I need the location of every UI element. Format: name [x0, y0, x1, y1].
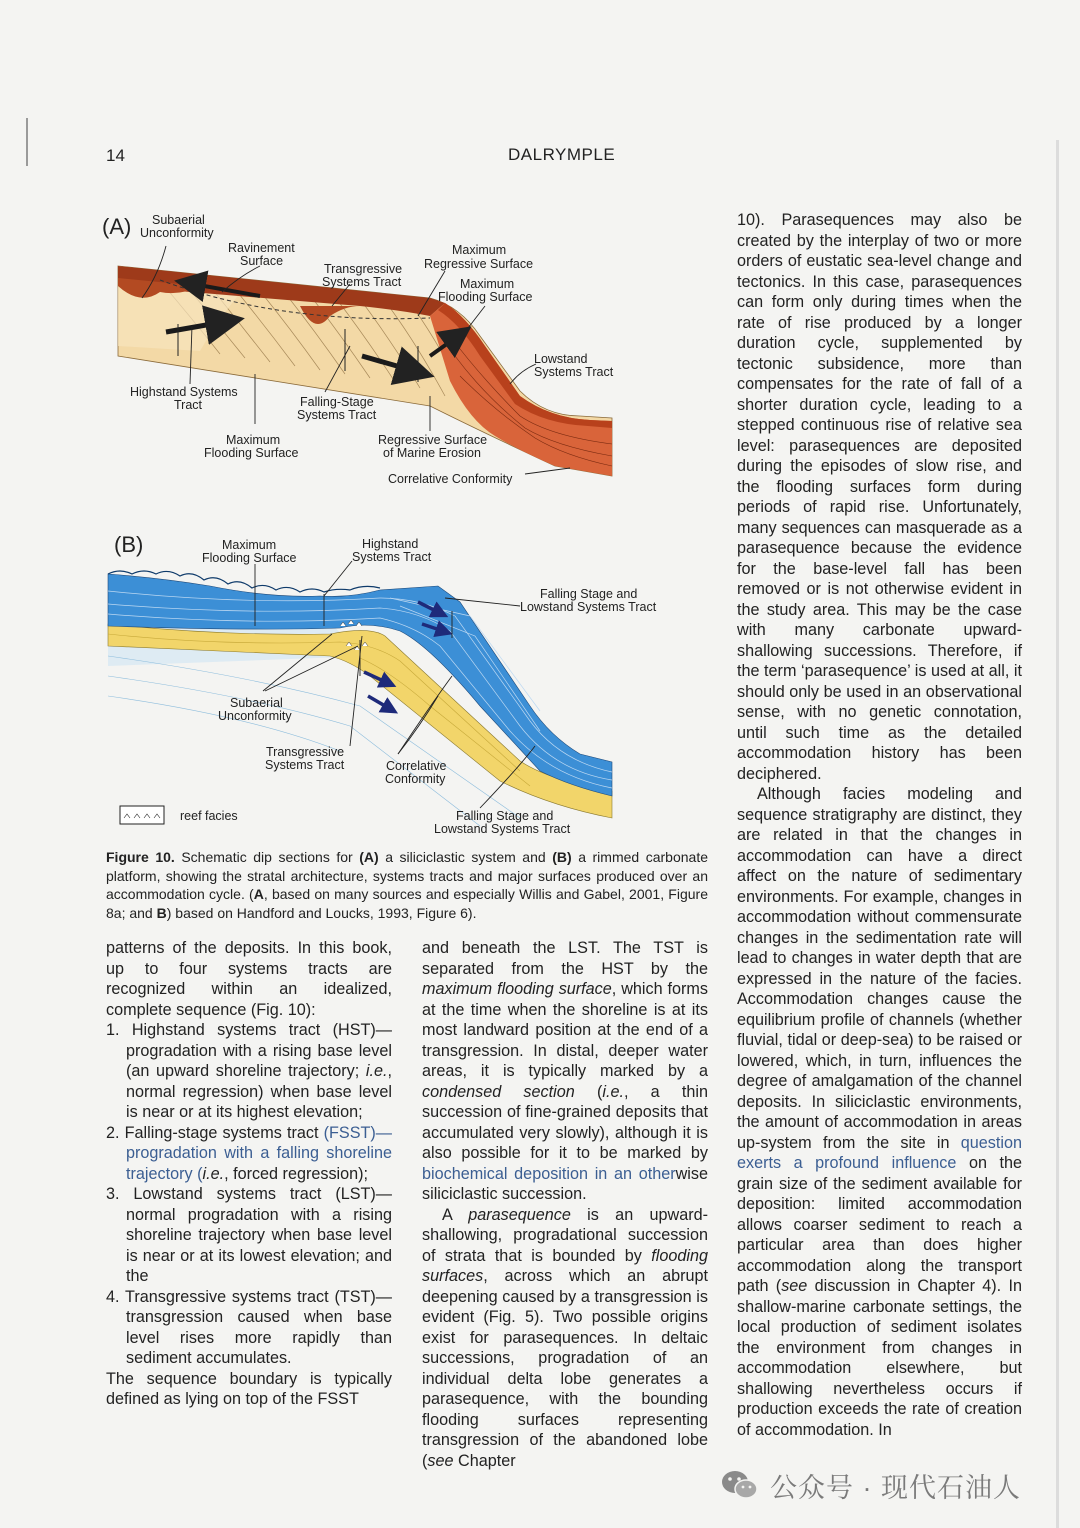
text: Although facies modeling and sequence stratigraphy are distinct, they are related in that the changes in accommodation can have a direct affect on the nature of sedimentary environments. For example, changes in accommodation without commensurate changes in the sedimentation rate will lead to changes in water depth that are expressed in the nature of the facies. Accommodation changes cause the equilibrium profile of channels (whether fluvial, tidal or deep-sea) to be raised or lowered, which, in turn, influences the degree of amalgamation of the channel deposits. In siliciclastic environments, the amount of accommodation in areas up-system from the site in [737, 785, 1022, 1152]
list-item-ie: i.e. [202, 1164, 225, 1183]
term-parasequence: parasequence [468, 1205, 571, 1224]
label-b-fslst-low-2: Lowstand Systems Tract [434, 822, 571, 836]
caption-text: a siliciclastic system and [378, 849, 553, 865]
label-a-lst: Lowstand [534, 352, 588, 366]
figure-10 [100, 206, 712, 846]
term-see: see [427, 1451, 454, 1470]
list-item: 3. Lowstand systems tract (LST)—normal progradation with a rising shoreline trajectory when base level is near or at its lowest elevation; and the [106, 1185, 392, 1285]
list-item: 4. Transgressive systems tract (TST)—transgression caused when base level rises more rapidly than sediment accumulates. [106, 1287, 392, 1367]
label-b-su: Subaerial [230, 696, 283, 710]
highlight-text: biochemical deposition in an other [422, 1164, 676, 1183]
highlight-text: (FSST)—progradation with a falling shoreline trajectory ( [126, 1123, 392, 1183]
label-a-ravinement-2: Surface [240, 254, 284, 268]
text: discussion in Chapter 4). In shallow-marine carbonate settings, the local production of sediment isolates the environment from changes in accommodation elsewhere, but shallowing nevertheless occurs if production exceeds the rate of creation of accommodation. In [737, 1277, 1022, 1439]
term-mfs: maximum flooding surface [422, 980, 612, 998]
term-condensed-section: condensed section [422, 1082, 575, 1101]
list-item [106, 1123, 392, 1185]
text: wise siliciclastic succession. [422, 1164, 708, 1203]
label-b-fslst: Falling Stage and [540, 587, 638, 601]
scan-edge-left [26, 118, 28, 166]
paragraph: The sequence boundary is typically defined as lying on top of the FSST [106, 1369, 392, 1408]
label-a-tst-2: Systems Tract [322, 275, 402, 289]
text: on the grain size of the sediment available for deposition: limited accommodation allows coarser sediment to reach a particular area than does higher accommodation along the transport path ( [737, 1154, 1022, 1295]
text-column-3 [737, 210, 1022, 1440]
text: ( [574, 1082, 603, 1101]
text: A [442, 1205, 469, 1224]
scan-edge-right [1056, 140, 1059, 1528]
text-column-1 [106, 938, 392, 1410]
label-a-rsme: Regressive Surface [378, 433, 488, 447]
paragraph [737, 784, 1022, 1440]
watermark [720, 1460, 1060, 1510]
paragraph [422, 938, 708, 1205]
label-b-su-2: Unconformity [218, 709, 292, 723]
label-b-tst-2: Systems Tract [265, 758, 345, 772]
label-b-hst: Highstand [362, 537, 419, 551]
label-a-rsme-2: of Marine Erosion [383, 446, 481, 460]
caption-text: Schematic dip sections for [174, 849, 360, 865]
label-b-fslst-2: Lowstand Systems Tract [520, 600, 657, 614]
paragraph: patterns of the deposits. In this book, up to four systems tracts are recognized within an idealized, complete sequence (Fig. 10): [106, 939, 392, 1019]
label-a-hst-2: Tract [174, 398, 203, 412]
caption-b: B [156, 904, 167, 921]
text: , across which an abrupt deepening caused by a transgression is evident (Fig. 5). Two possible origins exist for parasequences. In deltaic successions, progradation of an individual delta lobe generates a parasequence, with the bounding flooding surfaces representing transgression of the abandoned lobe ( [422, 1267, 708, 1470]
label-a-mfs-low: Maximum [226, 433, 281, 447]
text: Chapter [453, 1451, 516, 1470]
label-a-tst: Transgressive [324, 262, 403, 276]
label-a-subaerial: Subaerial [152, 213, 205, 227]
label-b-mfs: Maximum [222, 538, 277, 552]
label-a-fsst-2: Systems Tract [297, 408, 377, 422]
label-a-subaerial-2: Unconformity [140, 226, 214, 240]
label-a-mfs-2: Flooding Surface [438, 290, 533, 304]
label-a-lst-2: Systems Tract [534, 365, 614, 379]
caption-text: ) based on Handford and Loucks, 1993, Figure 6). [166, 904, 477, 921]
paragraph [422, 1205, 708, 1472]
figure-caption [106, 848, 708, 922]
term-see: see [781, 1277, 808, 1295]
label-a-fsst: Falling-Stage [300, 395, 374, 409]
list-item-ie: i.e. [365, 1062, 388, 1080]
label-b-mfs-2: Flooding Surface [202, 551, 297, 565]
wechat-icon [720, 1468, 760, 1502]
list-item [106, 1020, 392, 1123]
label-a-cc: Correlative Conformity [388, 472, 513, 486]
list-item-text: , normal regression) when base level is near or at its highest elevation; [126, 1062, 392, 1121]
term-flooding-surfaces: flooding surfaces [422, 1246, 708, 1285]
caption-a: (A) [359, 849, 379, 865]
list-item-text: , forced regression); [224, 1164, 369, 1183]
label-b-tst: Transgressive [266, 745, 345, 759]
panel-b-letter: (B) [114, 532, 144, 557]
list-item-text: 2. Falling-stage systems tract [106, 1123, 324, 1142]
label-b-fslst-low: Falling Stage and [456, 809, 554, 823]
caption-a: A [253, 886, 264, 902]
label-b-cc-2: Conformity [385, 772, 446, 786]
text: and beneath the LST. The TST is separated from the HST by the [422, 939, 708, 978]
label-b-cc: Correlative [386, 759, 447, 773]
list-item-text: 1. Highstand systems tract (HST)—progradation with a rising base level (an upward shoreline trajectory; [106, 1021, 392, 1080]
label-a-mfs: Maximum [460, 277, 515, 291]
panel-a-letter: (A) [102, 214, 132, 239]
text: , which forms at the time when the shoreline is at its most landward position at the end of a transgression. In distal, deeper water areas, it is typically marked by a [422, 980, 708, 1080]
caption-text: , based on many sources and especially Willis and Gabel, 2001, Figure 8a; and [106, 886, 708, 921]
watermark-text: 公众号 · 现代石油人 [770, 1472, 1021, 1503]
label-a-mrs-2: Regressive Surface [424, 257, 534, 271]
caption-text: a rimmed carbonate platform, showing the stratal architecture, systems tracts and major surfaces produced over an accommodation cycle. ( [106, 849, 709, 902]
text-column-2 [422, 938, 708, 1471]
label-a-mrs: Maximum [452, 243, 507, 257]
text: , a thin succession of fine-grained deposits that accumulated very slowly), although it is also possible for it to be marked by [422, 1082, 708, 1162]
running-title: DALRYMPLE [508, 145, 616, 164]
caption-b: (B) [552, 849, 572, 865]
caption-label: Figure 10. [106, 849, 175, 865]
label-a-ravinement: Ravinement [228, 241, 295, 255]
figure-10-diagram [100, 206, 712, 846]
legend-reef-facies: reef facies [180, 809, 238, 823]
term-ie: i.e. [602, 1082, 624, 1101]
label-a-mfs-low-2: Flooding Surface [204, 446, 299, 460]
label-a-hst: Highstand Systems [130, 385, 238, 399]
text: is an upward-shallowing, progradational succession of strata that is bounded by [422, 1205, 708, 1265]
reef-legend-swatch [120, 806, 164, 824]
page-number: 14 [106, 146, 125, 165]
paragraph: 10). Parasequences may also be created by the interplay of two or more orders of eustatic sea-level change and tectonics. In this case, parasequences can form only during times when the rate of rise produced by a longer duration cycle, supplemented by tectonic subsidence, more than compensates for the rate of fall of a shorter duration cycle, leading to a stepped continuous rise of relative sea level: parasequences are deposited during the episodes of slow rise, and the flooding surfaces form during periods of rapid rise. Unfortunately, many sequences can masquerade as a parasequence because the evidence for the base-level fall has been removed or is not otherwise evident in the study area. This may be the case with many carbonate upward-shallowing successions. Therefore, if the term ‘parasequence’ is used at all, it should only be used in an observational sense, with no genetic connotation, until such time as the detailed accommodation history has been deciphered. [737, 211, 1022, 783]
label-b-hst-2: Systems Tract [352, 550, 432, 564]
highlight-text: question exerts a profound influence [737, 1133, 1022, 1172]
